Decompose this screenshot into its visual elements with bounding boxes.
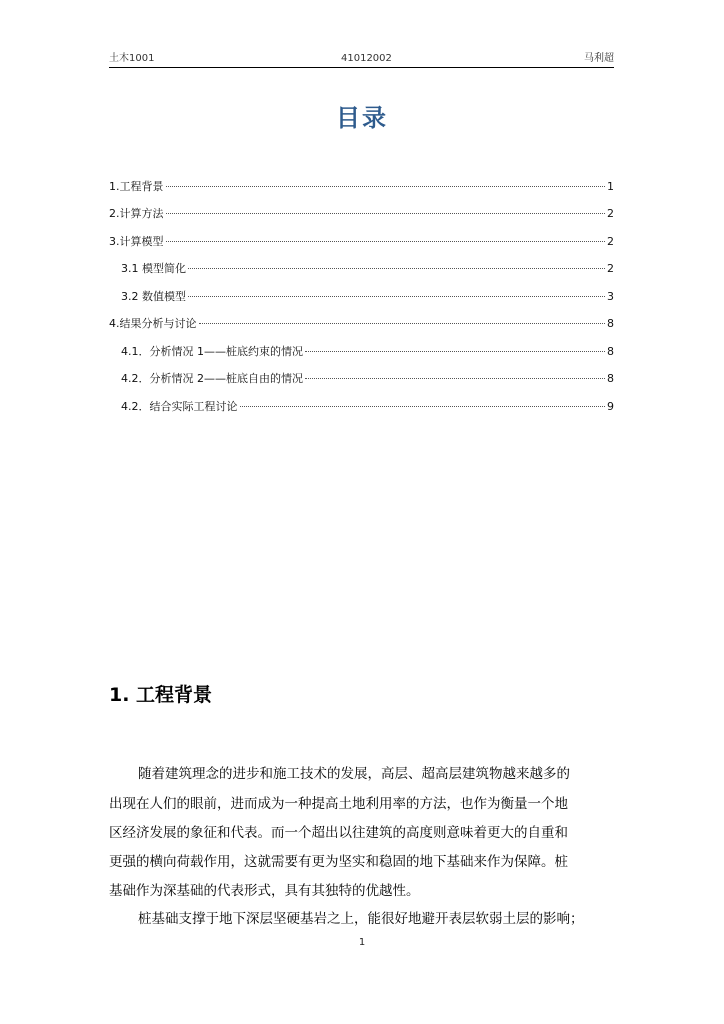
header-divider <box>109 67 614 68</box>
paragraph-line: 桩基础支撑于地下深层坚硬基岩之上，能很好地避开表层软弱土层的影响； <box>138 911 584 927</box>
toc-entry[interactable] <box>109 231 614 253</box>
toc-leader <box>166 186 606 187</box>
toc-entry-text: 3.1 模型简化 <box>121 262 186 275</box>
page-header <box>109 52 614 66</box>
toc-entry-page: 3 <box>607 290 614 303</box>
toc-entry-page: 8 <box>607 345 614 358</box>
paragraph-line: 区经济发展的象征和代表。而一个超出以往建筑的高度则意味着更大的自重和 <box>109 825 568 841</box>
toc-entry-text: 3.计算模型 <box>109 235 164 248</box>
toc-entry-text: 2.计算方法 <box>109 207 164 220</box>
toc-entry-text: 4.1．分析情况 1——桩底约束的情况 <box>121 345 303 358</box>
section-heading: 1. 工程背景 <box>109 684 213 706</box>
header-student-id: 41012002 <box>341 53 392 64</box>
toc-entry-text: 3.2 数值模型 <box>121 290 186 303</box>
toc-entry[interactable] <box>121 258 614 280</box>
toc-leader <box>188 296 605 297</box>
paragraph-line: 出现在人们的眼前，进而成为一种提高土地利用率的方法，也作为衡量一个地 <box>109 796 568 812</box>
toc-title: 目录 <box>336 104 388 132</box>
toc-leader <box>166 241 606 242</box>
toc-entry-page: 8 <box>607 317 614 330</box>
toc-entry[interactable] <box>121 341 614 363</box>
toc-leader <box>305 378 605 379</box>
toc-leader <box>305 351 605 352</box>
toc-leader <box>166 213 606 214</box>
toc-entry-page: 2 <box>607 235 614 248</box>
toc-entry[interactable] <box>109 176 614 198</box>
toc-entry-text: 4.2．结合实际工程讨论 <box>121 400 238 413</box>
paragraph-line: 基础作为深基础的代表形式，具有其独特的优越性。 <box>109 883 420 899</box>
toc-entry-page: 2 <box>607 262 614 275</box>
toc-entry-page: 9 <box>607 400 614 413</box>
paragraph-line: 随着建筑理念的进步和施工技术的发展，高层、超高层建筑物越来越多的 <box>138 766 570 782</box>
toc-entry-text: 1.工程背景 <box>109 180 164 193</box>
toc-leader <box>188 268 605 269</box>
page-number: 1 <box>358 937 366 948</box>
paragraph-line: 更强的横向荷载作用，这就需要有更为坚实和稳固的地下基础来作为保障。桩 <box>109 854 568 870</box>
toc-entry-text: 4.结果分析与讨论 <box>109 317 197 330</box>
toc-entry[interactable] <box>109 203 614 225</box>
toc-leader <box>240 406 606 407</box>
toc-entry-text: 4.2．分析情况 2——桩底自由的情况 <box>121 372 303 385</box>
header-class: 土木1001 <box>109 53 155 64</box>
toc-entry-page: 1 <box>607 180 614 193</box>
toc-leader <box>199 323 606 324</box>
toc-entry-page: 2 <box>607 207 614 220</box>
toc-entry[interactable] <box>121 368 614 390</box>
toc-entry-page: 8 <box>607 372 614 385</box>
header-author: 马利超 <box>584 53 614 64</box>
toc-entry[interactable] <box>109 313 614 335</box>
toc-entry[interactable] <box>121 396 614 418</box>
toc-entry[interactable] <box>121 286 614 308</box>
